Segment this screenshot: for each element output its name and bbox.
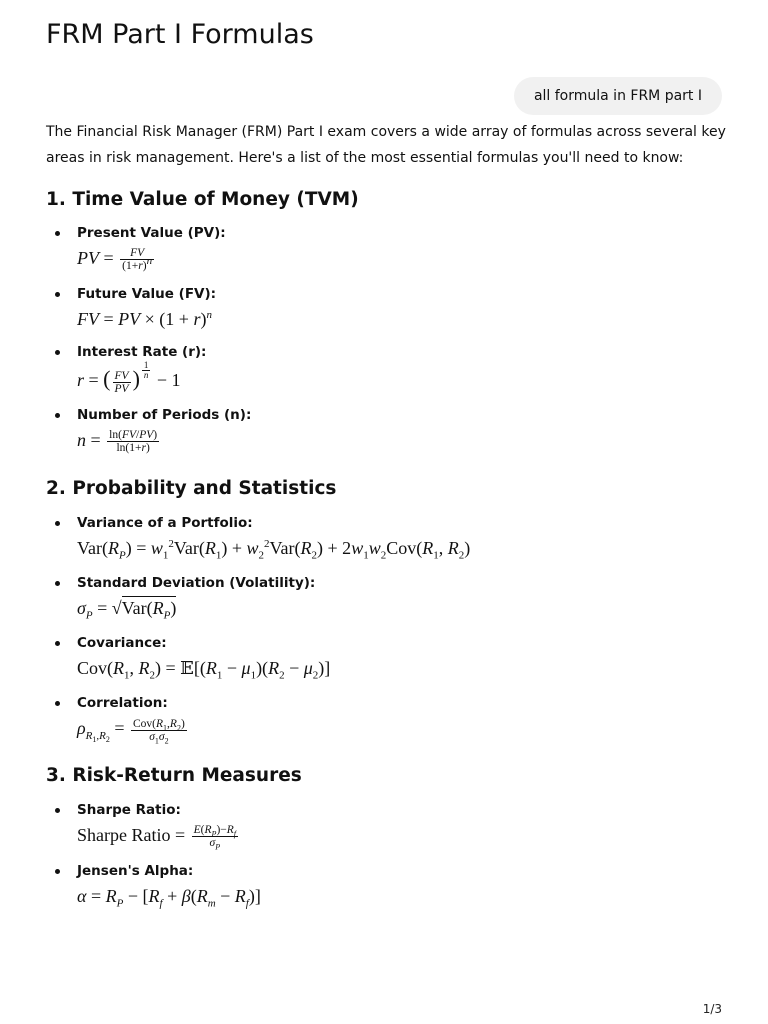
formula-label: Variance of a Portfolio:: [77, 515, 253, 532]
list-item: [46, 861, 726, 909]
formula-label: Sharpe Ratio:: [77, 801, 181, 818]
formula-label: Covariance:: [77, 635, 167, 652]
correlation-formula: $\rho_{R_1,R_2}$ = $\frac{Cov(R_1,R_2)}{\sigma_1\sigma_2}$: [77, 717, 185, 745]
list-item: [46, 223, 726, 272]
answer-content: [46, 119, 726, 909]
page-indicator: 1/3: [702, 1002, 722, 1016]
list-item: [46, 342, 726, 394]
interest-rate-formula: r = ( $\frac{FV}{PV}$ ) $^{\frac{1}{n}}$ − 1: [77, 360, 181, 395]
fraction: $\frac{FV}{PV}$: [114, 369, 129, 395]
list-item: [46, 284, 726, 332]
formula-list-probability: [46, 513, 726, 745]
portfolio-variance-formula: $Var(R_P) = w_1^2Var(R_1) + w_2^2Var(R_2) + 2w_1w_2Cov(R_1$, $R_2$): [77, 538, 471, 562]
covariance-formula: $Cov(R_1$, $R_2$) = $𝔼[(R_1 - \mu_1)(R_2 - \mu_2)]$: [77, 658, 331, 682]
list-item: [46, 573, 726, 621]
list-item: [46, 405, 726, 454]
list-item: [46, 693, 726, 745]
section-heading-risk-return: 3. Risk-Return Measures: [46, 764, 302, 786]
formula-label: Interest Rate (r):: [77, 344, 207, 361]
fraction: $\frac{\ln(FV/PV)}{\ln(1+r)}$: [109, 429, 158, 455]
formula-list-tvm: [46, 223, 726, 454]
present-value-formula: PV = $\frac{FV}{(1+r)^n}$: [77, 247, 153, 273]
standard-deviation-formula: $\sigma_P = √Var(R_P)$: [77, 598, 177, 622]
jensens-alpha-formula: $\alpha = R_P - [R_f + \beta(R_m - R_f)]$: [77, 885, 261, 910]
user-message-bubble: all formula in FRM part I: [514, 77, 722, 115]
section-heading-tvm: 1. Time Value of Money (TVM): [46, 189, 359, 210]
fraction: $\frac{FV}{(1+r)^n}$: [122, 247, 153, 273]
future-value-formula: FV = PV × $(1 + r)^n$: [77, 309, 212, 330]
intro-paragraph: The Financial Risk Manager (FRM) Part I exam covers a wide array of formulas across several key areas in risk management. Here's a list of the most essential formulas you'll need to know:: [46, 124, 726, 166]
fraction: $\frac{Cov(R_1,R_2)}{\sigma_1\sigma_2}$: [133, 717, 185, 745]
list-item: [46, 633, 726, 681]
formula-list-risk-return: [46, 800, 726, 909]
formula-label: Jensen's Alpha:: [77, 862, 194, 879]
formula-label: Future Value (FV):: [77, 286, 217, 303]
fraction: $\frac{E(R_P)-R_f}{\sigma_P}$: [193, 823, 237, 852]
formula-label: Standard Deviation (Volatility):: [77, 575, 316, 592]
list-item: [46, 513, 726, 561]
page-title: FRM Part I Formulas: [46, 19, 314, 50]
number-of-periods-formula: n = $\frac{\ln(FV/PV)}{\ln(1+r)}$: [77, 429, 158, 455]
sharpe-ratio-formula: Sharpe Ratio = $\frac{E(R_P)-R_f}{\sigma_P}$: [77, 823, 237, 852]
formula-label: Correlation:: [77, 695, 168, 712]
section-heading-probability: 2. Probability and Statistics: [46, 478, 337, 500]
formula-label: Number of Periods (n):: [77, 406, 252, 423]
formula-label: Present Value (PV):: [77, 225, 226, 241]
list-item: [46, 800, 726, 852]
